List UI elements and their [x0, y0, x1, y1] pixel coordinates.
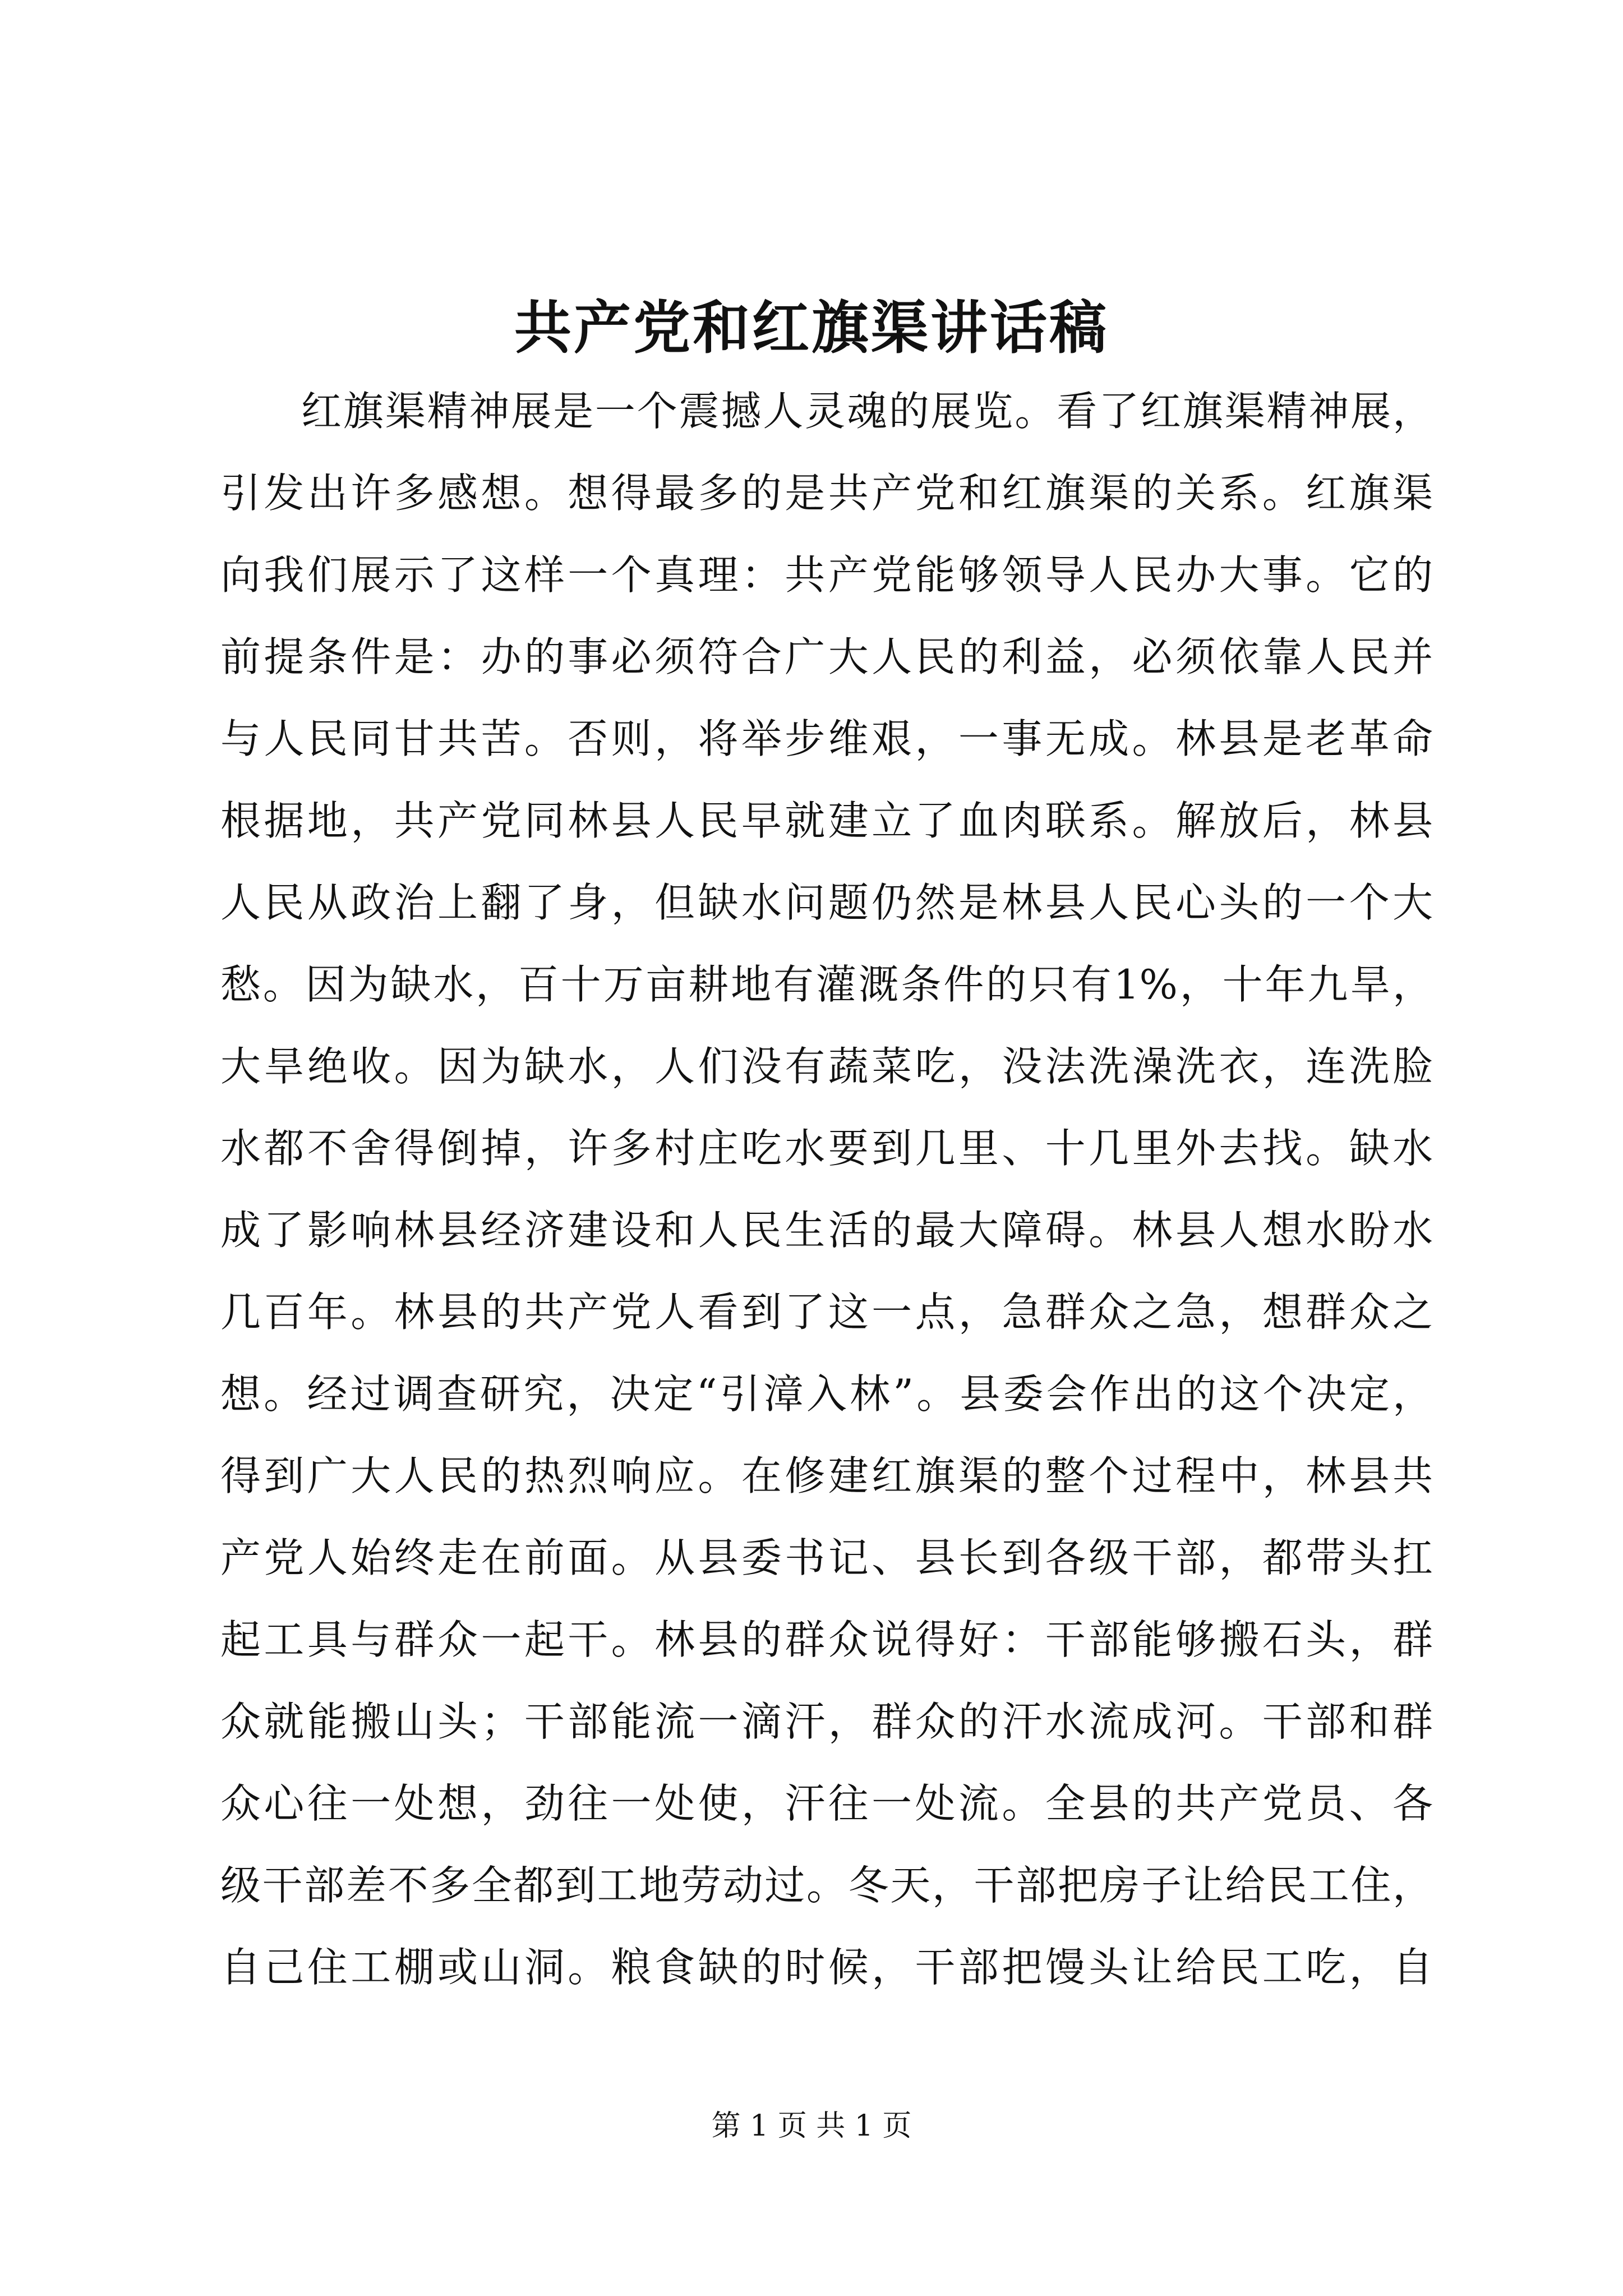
body-line: 几百年。林县的共产党人看到了这一点，急群众之急，想群众之 — [220, 1289, 1433, 1336]
body-line: 产党人始终走在前面。从县委书记、县长到各级干部，都带头扛 — [220, 1534, 1433, 1581]
body-line: 众心往一处想，劲往一处使，汗往一处流。全县的共产党员、各 — [220, 1780, 1433, 1827]
document-body — [220, 370, 1433, 2008]
body-line: 根据地，共产党同林县人民早就建立了血肉联系。解放后，林县 — [220, 797, 1433, 844]
body-line: 愁。因为缺水，百十万亩耕地有灌溉条件的只有1%，十年九旱， — [220, 961, 1433, 1008]
document-title: 共产党和红旗渠讲话稿 — [514, 295, 1109, 362]
body-line: 成了影响林县经济建设和人民生活的最大障碍。林县人想水盼水 — [220, 1207, 1433, 1254]
body-line: 引发出许多感想。想得最多的是共产党和红旗渠的关系。红旗渠 — [220, 470, 1433, 517]
body-line: 得到广大人民的热烈响应。在修建红旗渠的整个过程中，林县共 — [220, 1452, 1433, 1499]
body-line: 向我们展示了这样一个真理：共产党能够领导人民办大事。它的 — [220, 551, 1433, 599]
body-line: 大旱绝收。因为缺水，人们没有蔬菜吃，没法洗澡洗衣，连洗脸 — [220, 1043, 1433, 1090]
body-line: 红旗渠精神展是一个震撼人灵魂的展览。看了红旗渠精神展， — [301, 388, 1433, 435]
body-line: 级干部差不多全都到工地劳动过。冬天，干部把房子让给民工住， — [220, 1862, 1433, 1909]
body-line: 前提条件是：办的事必须符合广大人民的利益，必须依靠人民并 — [220, 633, 1433, 680]
body-line: 人民从政治上翻了身，但缺水问题仍然是林县人民心头的一个大 — [220, 879, 1433, 926]
body-line: 与人民同甘共苦。否则，将举步维艰，一事无成。林县是老革命 — [220, 715, 1433, 762]
body-line: 水都不舍得倒掉，许多村庄吃水要到几里、十几里外去找。缺水 — [220, 1125, 1433, 1172]
page-footer: 第 1 页 共 1 页 — [711, 2109, 912, 2143]
body-line: 起工具与群众一起干。林县的群众说得好：干部能够搬石头，群 — [220, 1616, 1433, 1663]
body-line: 众就能搬山头；干部能流一滴汗，群众的汗水流成河。干部和群 — [220, 1698, 1433, 1745]
body-line: 想。经过调查研究，决定“引漳入林”。县委会作出的这个决定， — [220, 1370, 1433, 1418]
body-line: 自己住工棚或山洞。粮食缺的时候，干部把馒头让给民工吃，自 — [220, 1944, 1433, 1991]
